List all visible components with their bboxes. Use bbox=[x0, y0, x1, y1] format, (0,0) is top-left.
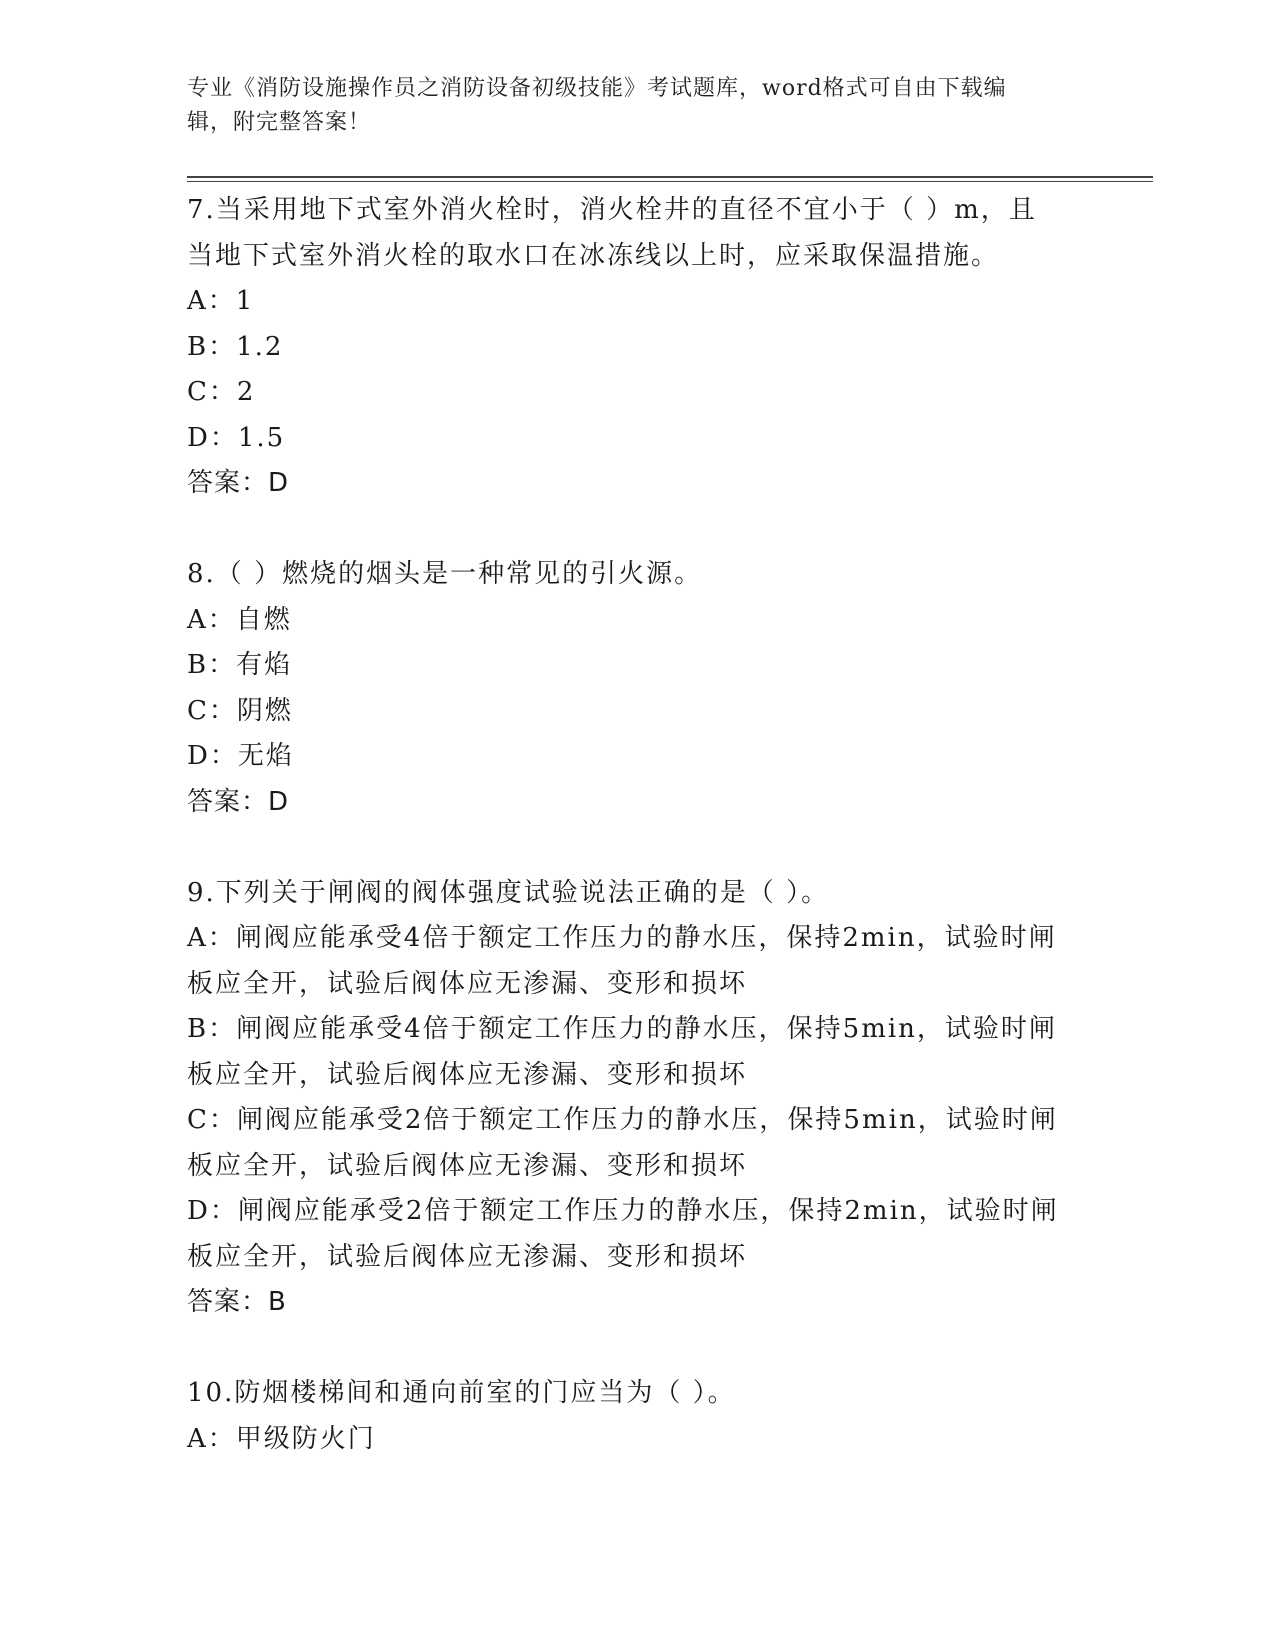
question-stem-line: 当地下式室外消火栓的取水口在冰冻线以上时，应采取保温措施。 bbox=[187, 240, 1000, 271]
question-stem-line: 7.当采用地下式室外消火栓时，消火栓井的直径不宜小于（ ）m，且 bbox=[187, 195, 1037, 225]
question-list bbox=[187, 188, 1087, 1462]
option-c: C：2 bbox=[187, 377, 256, 407]
option-b-continued: 板应全开，试验后阀体应无渗漏、变形和损坏 bbox=[187, 1059, 748, 1090]
question-9 bbox=[187, 871, 1087, 1326]
option-d: D：无焰 bbox=[187, 741, 294, 771]
option-a: A：甲级防火门 bbox=[187, 1423, 376, 1454]
option-a: A：闸阀应能承受4倍于额定工作压力的静水压，保持2min，试验时闸 bbox=[187, 923, 1057, 953]
option-a: A：1 bbox=[187, 286, 255, 316]
header-line-1: 专业《消防设施操作员之消防设备初级技能》考试题库，word格式可自由下载编 bbox=[187, 76, 1007, 101]
header-divider-thin bbox=[187, 181, 1153, 182]
option-b: B：闸阀应能承受4倍于额定工作压力的静水压，保持5min，试验时闸 bbox=[187, 1014, 1057, 1044]
document-header bbox=[187, 72, 1067, 140]
question-stem-line: 9.下列关于闸阀的阀体强度试验说法正确的是（ ）。 bbox=[187, 877, 830, 908]
option-d: D：1.5 bbox=[187, 422, 286, 453]
question-7 bbox=[187, 188, 1087, 507]
option-c: C：阴燃 bbox=[187, 695, 293, 726]
option-a: A：自燃 bbox=[187, 604, 292, 635]
question-stem-line: 10.防烟楼梯间和通向前室的门应当为（ ）。 bbox=[187, 1378, 736, 1408]
question-8 bbox=[187, 552, 1087, 825]
header-divider-thick bbox=[187, 176, 1153, 178]
answer: 答案：B bbox=[187, 1287, 287, 1317]
option-a-continued: 板应全开，试验后阀体应无渗漏、变形和损坏 bbox=[187, 968, 748, 999]
option-b: B：1.2 bbox=[187, 331, 284, 362]
option-d-continued: 板应全开，试验后阀体应无渗漏、变形和损坏 bbox=[187, 1241, 748, 1272]
header-line-2: 辑，附完整答案！ bbox=[187, 110, 372, 135]
option-c-continued: 板应全开，试验后阀体应无渗漏、变形和损坏 bbox=[187, 1150, 748, 1181]
option-b: B：有焰 bbox=[187, 650, 293, 680]
answer: 答案：D bbox=[187, 468, 290, 498]
option-c: C：闸阀应能承受2倍于额定工作压力的静水压，保持5min，试验时闸 bbox=[187, 1105, 1058, 1135]
question-10 bbox=[187, 1371, 1087, 1462]
question-stem-line: 8.（ ）燃烧的烟头是一种常见的引火源。 bbox=[187, 559, 703, 589]
answer: 答案：D bbox=[187, 786, 290, 817]
option-d: D：闸阀应能承受2倍于额定工作压力的静水压，保持2min，试验时闸 bbox=[187, 1196, 1059, 1226]
